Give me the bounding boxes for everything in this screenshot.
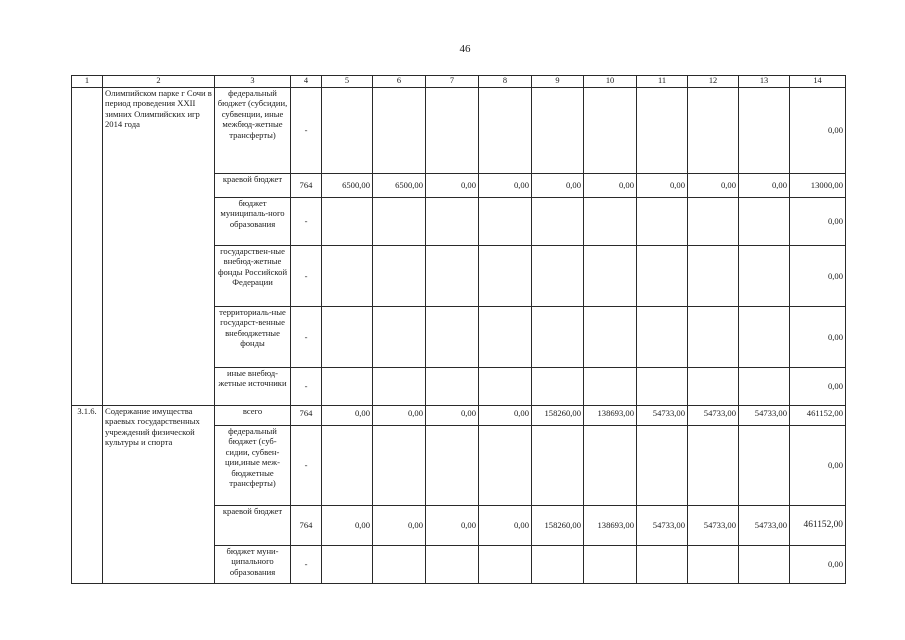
cell-value bbox=[373, 198, 426, 246]
program-name: Олимпийском парке г Сочи в период проведения XXII зимних Олимпийских игр 2014 года bbox=[103, 88, 215, 406]
program-code: 3.1.6. bbox=[72, 406, 103, 584]
row-total: 461152,00 bbox=[790, 406, 846, 426]
cell-value bbox=[322, 198, 373, 246]
cell-value bbox=[532, 88, 584, 174]
column-number: 7 bbox=[426, 76, 479, 88]
col4-value: 764 bbox=[291, 174, 322, 198]
cell-value bbox=[637, 246, 688, 307]
cell-value: 54733,00 bbox=[688, 406, 739, 426]
cell-value bbox=[637, 546, 688, 584]
cell-value bbox=[479, 307, 532, 368]
cell-value: 6500,00 bbox=[322, 174, 373, 198]
funding-source: всего bbox=[215, 406, 291, 426]
cell-value bbox=[584, 368, 637, 406]
cell-value: 0,00 bbox=[479, 506, 532, 546]
cell-value bbox=[739, 198, 790, 246]
cell-value bbox=[688, 198, 739, 246]
cell-value bbox=[373, 368, 426, 406]
cell-value bbox=[532, 246, 584, 307]
cell-value bbox=[584, 246, 637, 307]
program-name: Содержание имущества краевых государственных учреждений физической культуры и спорта bbox=[103, 406, 215, 584]
funding-source: краевой бюджет bbox=[215, 174, 291, 198]
cell-value: 158260,00 bbox=[532, 506, 584, 546]
col4-value: - bbox=[291, 198, 322, 246]
column-number: 9 bbox=[532, 76, 584, 88]
cell-value bbox=[584, 88, 637, 174]
table-row bbox=[72, 88, 846, 174]
cell-value bbox=[584, 307, 637, 368]
budget-table bbox=[71, 75, 846, 584]
cell-value: 54733,00 bbox=[739, 506, 790, 546]
cell-value: 0,00 bbox=[637, 174, 688, 198]
cell-value: 0,00 bbox=[739, 174, 790, 198]
column-number: 11 bbox=[637, 76, 688, 88]
column-number: 2 bbox=[103, 76, 215, 88]
cell-value bbox=[426, 546, 479, 584]
row-total: 0,00 bbox=[790, 426, 846, 506]
cell-value: 0,00 bbox=[584, 174, 637, 198]
funding-source: бюджет муниципаль-ного образования bbox=[215, 198, 291, 246]
cell-value: 0,00 bbox=[479, 406, 532, 426]
cell-value bbox=[637, 198, 688, 246]
col4-value: - bbox=[291, 546, 322, 584]
row-total: 0,00 bbox=[790, 368, 846, 406]
row-total: 0,00 bbox=[790, 88, 846, 174]
cell-value: 138693,00 bbox=[584, 506, 637, 546]
col4-value: - bbox=[291, 426, 322, 506]
cell-value bbox=[688, 546, 739, 584]
cell-value bbox=[688, 368, 739, 406]
cell-value bbox=[373, 546, 426, 584]
cell-value: 6500,00 bbox=[373, 174, 426, 198]
cell-value bbox=[373, 426, 426, 506]
cell-value bbox=[584, 198, 637, 246]
cell-value: 0,00 bbox=[373, 506, 426, 546]
col4-value: 764 bbox=[291, 506, 322, 546]
cell-value: 138693,00 bbox=[584, 406, 637, 426]
cell-value bbox=[322, 546, 373, 584]
column-number: 12 bbox=[688, 76, 739, 88]
row-total: 461152,00 bbox=[790, 506, 846, 546]
cell-value: 0,00 bbox=[426, 506, 479, 546]
cell-value bbox=[322, 426, 373, 506]
cell-value bbox=[532, 307, 584, 368]
cell-value bbox=[688, 88, 739, 174]
cell-value bbox=[739, 546, 790, 584]
column-number: 14 bbox=[790, 76, 846, 88]
cell-value: 0,00 bbox=[479, 174, 532, 198]
funding-source: федеральный бюджет (субсидии, субвенции, иные межбюд-жетные трансферты) bbox=[215, 88, 291, 174]
column-number: 3 bbox=[215, 76, 291, 88]
column-number: 13 bbox=[739, 76, 790, 88]
funding-source: краевой бюджет bbox=[215, 506, 291, 546]
col4-value: 764 bbox=[291, 406, 322, 426]
cell-value bbox=[637, 368, 688, 406]
cell-value bbox=[532, 198, 584, 246]
cell-value bbox=[637, 88, 688, 174]
column-number-row bbox=[72, 76, 846, 88]
cell-value bbox=[739, 307, 790, 368]
cell-value bbox=[426, 307, 479, 368]
row-total: 0,00 bbox=[790, 307, 846, 368]
funding-source: государствен-ные внебюд-жетные фонды Российской Федерации bbox=[215, 246, 291, 307]
cell-value bbox=[322, 88, 373, 174]
cell-value bbox=[479, 246, 532, 307]
cell-value bbox=[322, 307, 373, 368]
cell-value: 158260,00 bbox=[532, 406, 584, 426]
col4-value: - bbox=[291, 88, 322, 174]
cell-value bbox=[373, 246, 426, 307]
cell-value bbox=[637, 426, 688, 506]
cell-value bbox=[532, 426, 584, 506]
cell-value bbox=[373, 307, 426, 368]
cell-value bbox=[322, 246, 373, 307]
column-number: 4 bbox=[291, 76, 322, 88]
funding-source: федеральный бюджет (суб-сидии, субвен-ции,иные меж-бюджетные трансферты) bbox=[215, 426, 291, 506]
cell-value bbox=[426, 88, 479, 174]
cell-value: 0,00 bbox=[532, 174, 584, 198]
funding-source: иные внебюд-жетные источники bbox=[215, 368, 291, 406]
cell-value: 0,00 bbox=[688, 174, 739, 198]
cell-value: 0,00 bbox=[322, 506, 373, 546]
cell-value bbox=[322, 368, 373, 406]
col4-value: - bbox=[291, 368, 322, 406]
cell-value bbox=[739, 88, 790, 174]
cell-value bbox=[584, 546, 637, 584]
cell-value bbox=[584, 426, 637, 506]
cell-value bbox=[479, 368, 532, 406]
cell-value: 54733,00 bbox=[637, 406, 688, 426]
cell-value: 54733,00 bbox=[739, 406, 790, 426]
cell-value bbox=[532, 546, 584, 584]
cell-value bbox=[739, 246, 790, 307]
col4-value: - bbox=[291, 307, 322, 368]
funding-source: территориаль-ные государст-венные внебюджетные фонды bbox=[215, 307, 291, 368]
cell-value: 0,00 bbox=[426, 406, 479, 426]
cell-value bbox=[479, 198, 532, 246]
cell-value bbox=[426, 246, 479, 307]
table-row bbox=[72, 406, 846, 426]
row-total: 0,00 bbox=[790, 198, 846, 246]
cell-value: 0,00 bbox=[426, 174, 479, 198]
column-number: 10 bbox=[584, 76, 637, 88]
cell-value bbox=[688, 426, 739, 506]
page-number: 46 bbox=[459, 43, 471, 55]
column-number: 8 bbox=[479, 76, 532, 88]
column-number: 1 bbox=[72, 76, 103, 88]
cell-value bbox=[479, 88, 532, 174]
cell-value: 54733,00 bbox=[637, 506, 688, 546]
cell-value bbox=[739, 368, 790, 406]
row-total: 13000,00 bbox=[790, 174, 846, 198]
cell-value bbox=[426, 368, 479, 406]
cell-value: 54733,00 bbox=[688, 506, 739, 546]
cell-value bbox=[688, 307, 739, 368]
row-total: 0,00 bbox=[790, 546, 846, 584]
cell-value bbox=[479, 426, 532, 506]
col4-value: - bbox=[291, 246, 322, 307]
cell-value bbox=[637, 307, 688, 368]
cell-value bbox=[373, 88, 426, 174]
column-number: 5 bbox=[322, 76, 373, 88]
program-code bbox=[72, 88, 103, 406]
cell-value bbox=[739, 426, 790, 506]
cell-value bbox=[426, 198, 479, 246]
cell-value bbox=[688, 246, 739, 307]
row-total: 0,00 bbox=[790, 246, 846, 307]
cell-value bbox=[532, 368, 584, 406]
funding-source: бюджет муни-ципального образования bbox=[215, 546, 291, 584]
cell-value bbox=[479, 546, 532, 584]
column-number: 6 bbox=[373, 76, 426, 88]
cell-value: 0,00 bbox=[373, 406, 426, 426]
cell-value bbox=[426, 426, 479, 506]
cell-value: 0,00 bbox=[322, 406, 373, 426]
